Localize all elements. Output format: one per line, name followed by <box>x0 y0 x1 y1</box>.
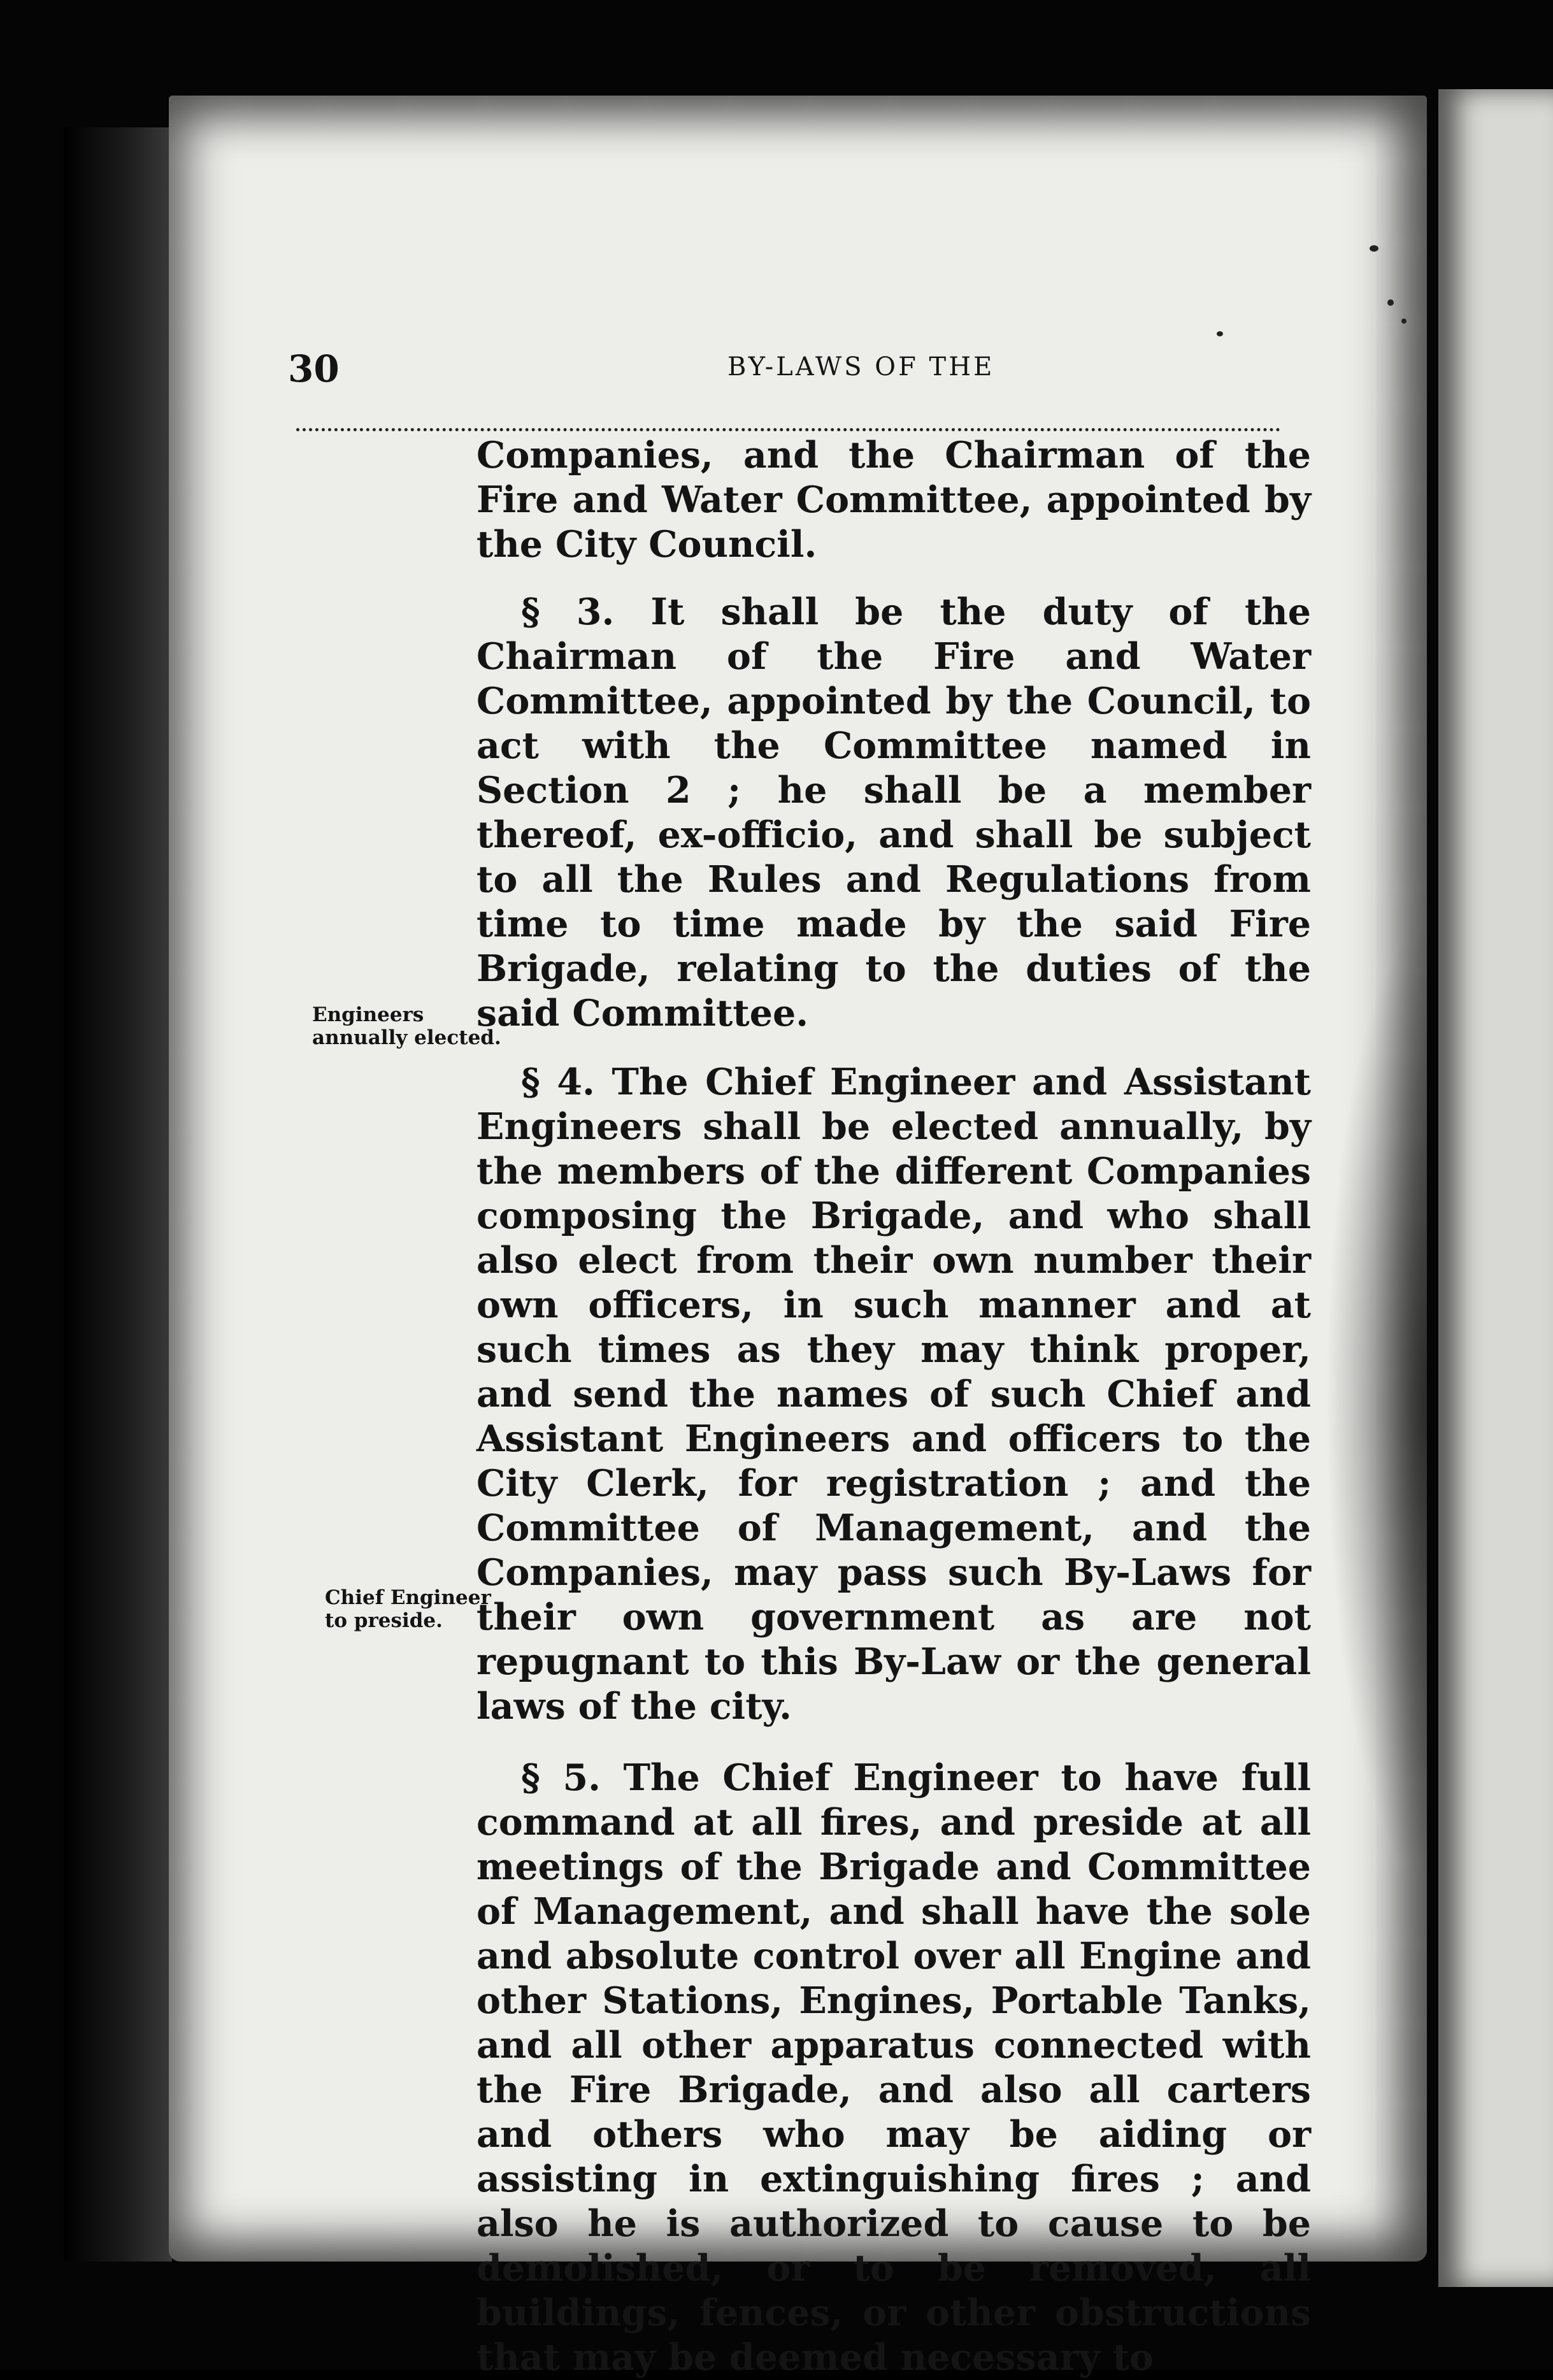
header-rule <box>296 428 1280 431</box>
book-binding-edge <box>64 127 172 2262</box>
ink-speck <box>1401 319 1406 324</box>
paragraph-section-5: § 5. The Chief Engineer to have full command at all fires, and preside at all meetings of the Brigade and Committee of Management, and shall have the sole and absolute control over all Engine and other Stations, Engines, Portable Tanks, and all other apparatus connected with the Fire Brigade, and also all carters and others who may be aiding or assisting in extinguishing fires ; and also he is authorized to cause to be demolished, or to be removed, all buildings, fences, or other obstructions that may be deemed necessary to <box>476 1756 1311 2379</box>
paragraph-continuation: Companies, and the Chairman of the Fire and Water Committee, appointed by the City Council. <box>476 434 1311 566</box>
ink-speck <box>1387 299 1394 306</box>
page-number: 30 <box>288 347 340 391</box>
ink-speck <box>1217 331 1223 336</box>
paragraph-section-4: § 4. The Chief Engineer and Assistant Engineers shall be elected annually, by the members of the different Companies composing the Brigade, and who shall also elect from their own number their own officers, in such manner and at such times as they may think proper, and send the names of such Chief and Assistant Engineers and officers to the City Clerk, for registration ; and the Committee of Management, and the Companies, may pass such By-Laws for their own government as are not repugnant to this By-Law or the general laws of the city. <box>476 1061 1311 1728</box>
ink-speck <box>1370 245 1378 252</box>
margin-note-engineers-elected: Engineers annually elected. <box>312 1003 501 1049</box>
facing-page-edge <box>1438 89 1553 2287</box>
page-header <box>288 347 1282 398</box>
running-head: BY-LAWS OF THE <box>727 352 995 382</box>
page-body <box>476 433 1311 2380</box>
page-shadow <box>1325 924 1427 1879</box>
margin-note-chief-engineer: Chief Engineer to preside. <box>325 1586 491 1632</box>
paragraph-section-3: § 3. It shall be the duty of the Chairman of the Fire and Water Committee, appointed by the Council, to act with the Committee named in Section 2 ; he shall be a member thereof, ex-officio, and shall be subject to all the Rules and Regulations from time to time made by the said Fire Brigade, relating to the duties of the said Committee. <box>476 591 1311 1035</box>
